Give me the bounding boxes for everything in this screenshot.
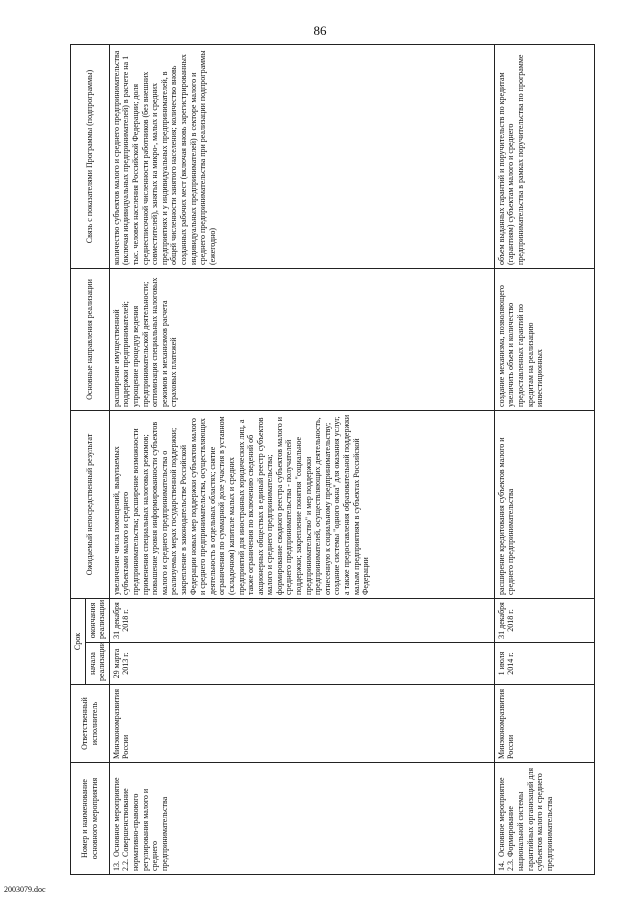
row-number: 14. (496, 861, 506, 871)
cell-link: объем выданных гарантий и поручительств по кредитам (гарантиям) субъектам малого и среднего предпринимательства в рамках поручительства по программе (494, 44, 594, 268)
footer-doc-code: 2003079.doc (4, 885, 46, 894)
page-number: 86 (313, 23, 327, 38)
cell-executor: Минэкономразвития России (109, 685, 494, 763)
header-row (71, 44, 86, 874)
cell-end: 31 декабря 2018 г. (109, 598, 494, 642)
program-table (70, 44, 595, 875)
row-number: 13. (111, 861, 121, 871)
row-name: Основное мероприятие 2.2. Совершенствование нормативно-правового регулирования малого и среднего предпринимательства (111, 777, 169, 871)
cell-start: 1 июля 2014 г. (494, 643, 594, 685)
header-name: Номер и наименование основного мероприятия (71, 763, 110, 875)
row-name: Основное мероприятие 2.3. Формирование национальной системы гарантийных организаций для субъектов малого и среднего предпринимательства (496, 767, 554, 871)
cell-result: увеличение числа помещений, выкупаемых субъектами малого и среднего предпринимательства; расширение возможности применения специальных налоговых режимов; повышение уровня информированности субъектов малого и среднего предпринимательства о реализуемых мерах государственной поддержки; закрепление в законодательстве Российской Федерации новых мер поддержки субъектов малого и среднего предпринимательства, осуществляющих деятельность в отдельных областях; снятие ограничения по суммарной доле участия в уставном (складочном) капитале малых и средних предприятий для иностранных юридических лиц, а также ограничения по включению сведений об акционерных обществах в единый реестр субъектов малого и среднего предпринимательства; формирование сводного реестра субъектов малого и среднего предпринимательства - получателей поддержки; закрепление понятия "социальное предпринимательство" и мер поддержки предпринимателей, осуществляющих деятельность, отнесенную к социальному предпринимательству; создание системы "одного окна" для оказания услуг, а также предоставления образовательной поддержки малым предприятиям в субъектах Российской Федерации (109, 410, 494, 598)
cell-directions: расширение имущественной поддержки предпринимателей; упрощение процедур ведения предпринимательской деятельности; оптимизация специальных налоговых режимов и механизмов расчета страховых платежей (109, 268, 494, 410)
header-end: окончания реализации (85, 598, 109, 642)
header-link: Связь с показателями Программы (подпрограммы) (71, 44, 110, 268)
rotated-table-sheet (70, 45, 630, 875)
header-term: Срок (71, 598, 86, 684)
header-directions: Основные направления реализации (71, 268, 110, 410)
table-row (494, 44, 594, 874)
cell-name (109, 763, 494, 875)
cell-executor: Минэкономразвития России (494, 685, 594, 763)
cell-start: 29 марта 2013 г. (109, 643, 494, 685)
cell-result: расширение кредитования субъектов малого и среднего предпринимательства (494, 410, 594, 598)
cell-directions: создание механизма, позволяющего увеличить объем и количество предоставленных гарантий по кредитам на реализацию инвестиционных (494, 268, 594, 410)
cell-end: 31 декабря 2018 г. (494, 598, 594, 642)
header-result: Ожидаемый непосредственный результат (71, 410, 110, 598)
table-row (109, 44, 494, 874)
cell-name (494, 763, 594, 875)
cell-link: количество субъектов малого и среднего предпринимательства (включая индивидуальных предпринимателей) в расчете на 1 тыс. человек населения Российской Федерации; доля среднесписочной численности работников (без внешних совместителей), занятых на микро-, малых и средних предприятиях и у индивидуальных предпринимателей, в общей численности занятого населения; количество вновь созданных рабочих мест (включая вновь зарегистрированных индивидуальных предпринимателей) в секторе малого и среднего предпринимательства при реализации подпрограммы (ежегодно) (109, 44, 494, 268)
header-executor: Ответственный исполнитель (71, 685, 110, 763)
header-start: начала реализации (85, 643, 109, 685)
